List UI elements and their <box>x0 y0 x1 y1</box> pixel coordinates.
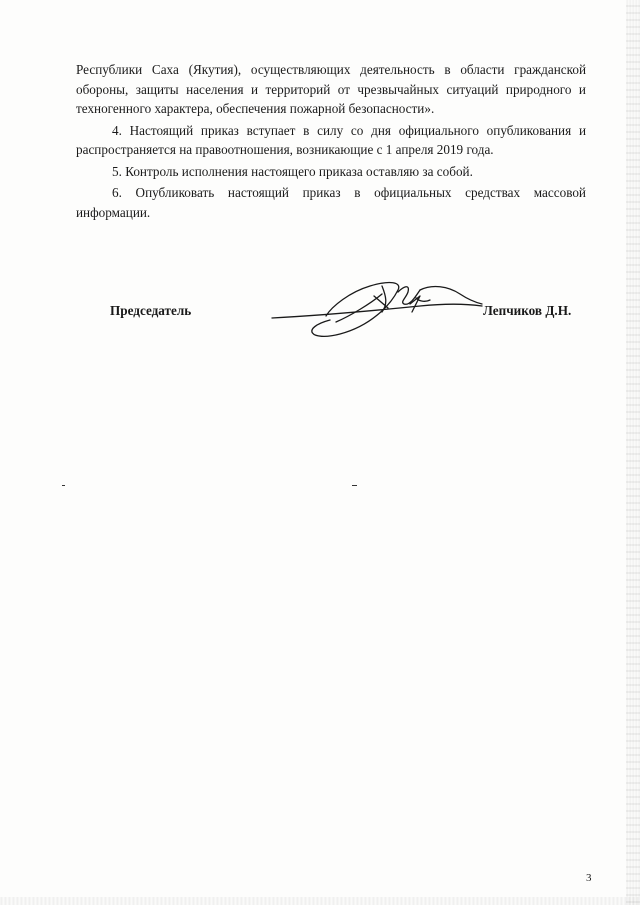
page-number: 3 <box>586 872 592 884</box>
paragraph-continuation: Республики Саха (Якутия), осуществляющих деятельность в области гражданской обороны, защиты населения и территорий от чрезвычайных ситуаций природного и техногенного характера, обеспечения пожарной безопасности». <box>76 62 586 116</box>
scan-bottom-noise <box>0 897 640 905</box>
paragraph-item-4: 4. Настоящий приказ вступает в силу со дня официального опубликования и распространяется на правоотношения, возникающие с 1 апреля 2019 года. <box>76 122 586 157</box>
document-body <box>76 60 586 224</box>
scan-speck <box>62 485 65 486</box>
scan-speck <box>352 485 357 486</box>
paragraph-item-5: 5. Контроль исполнения настоящего приказа оставляю за собой. <box>112 163 473 179</box>
handwritten-signature <box>270 276 485 346</box>
paragraph-item-6: 6. Опубликовать настоящий приказ в официальных средствах массовой информации. <box>76 185 586 220</box>
signer-title: Председатель <box>110 303 192 318</box>
signer-name: Лепчиков Д.Н. <box>483 303 572 318</box>
scan-edge-noise <box>626 0 640 905</box>
